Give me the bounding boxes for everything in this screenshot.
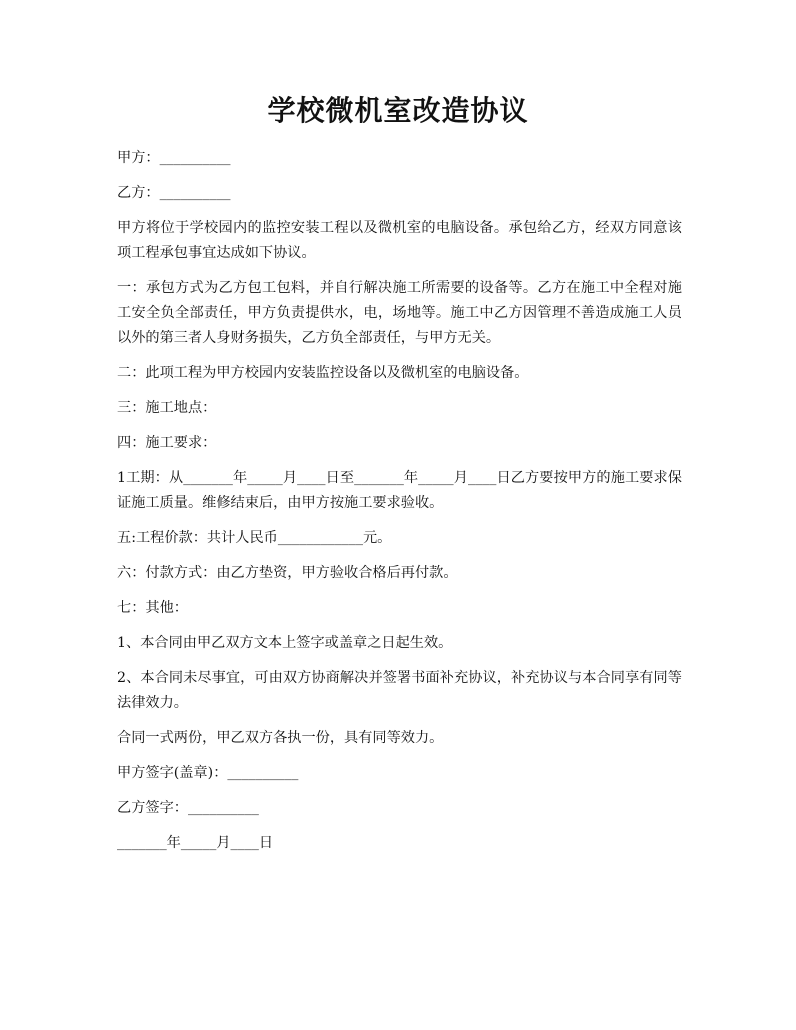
party-b-line: 乙方：__________ [117,185,231,201]
party-b-signature: 乙方签字：__________ [117,800,259,816]
clause-7-item-2: 2、本合同未尽事宜，可由双方协商解决并签署书面补充协议，补充协议与本合同享有同等法律效力。 [117,670,682,711]
party-a-signature: 甲方签字(盖章)：__________ [117,765,299,781]
intro-paragraph: 甲方将位于学校园内的监控安装工程以及微机室的电脑设备。承包给乙方，经双方同意该项工程承包事宜达成如下协议。 [117,220,682,261]
signature-date: _______年_____月____日 [117,835,274,851]
clause-5: 五:工程价款：共计人民币____________元。 [117,530,392,546]
clause-6: 六：付款方式：由乙方垫资，甲方验收合格后再付款。 [117,565,458,581]
clause-7-item-1: 1、本合同由甲乙双方文本上签字或盖章之日起生效。 [117,635,453,651]
copies-statement: 合同一式两份，甲乙双方各执一份，具有同等效力。 [117,730,444,746]
document-title: 学校微机室改造协议 [267,94,529,127]
clause-7: 七：其他： [117,600,188,616]
clause-1: 一：承包方式为乙方包工包料，并自行解决施工所需要的设备等。乙方在施工中全程对施工安全负全部责任，甲方负责提供水，电，场地等。施工中乙方因管理不善造成施工人员以外的第三者人身财务损失，乙方负全部责任，与甲方无关。 [117,280,682,346]
document-body [117,146,682,866]
clause-4: 四：施工要求： [117,435,217,451]
party-a-line: 甲方：__________ [117,150,231,166]
clause-2: 二：此项工程为甲方校园内安装监控设备以及微机室的电脑设备。 [117,365,529,381]
clause-3: 三：施工地点： [117,400,217,416]
clause-4-duration: 1工期：从_______年_____月____日至_______年_____月____日乙方要按甲方的施工要求保证施工质量。维修结束后，由甲方按施工要求验收。 [117,470,682,511]
